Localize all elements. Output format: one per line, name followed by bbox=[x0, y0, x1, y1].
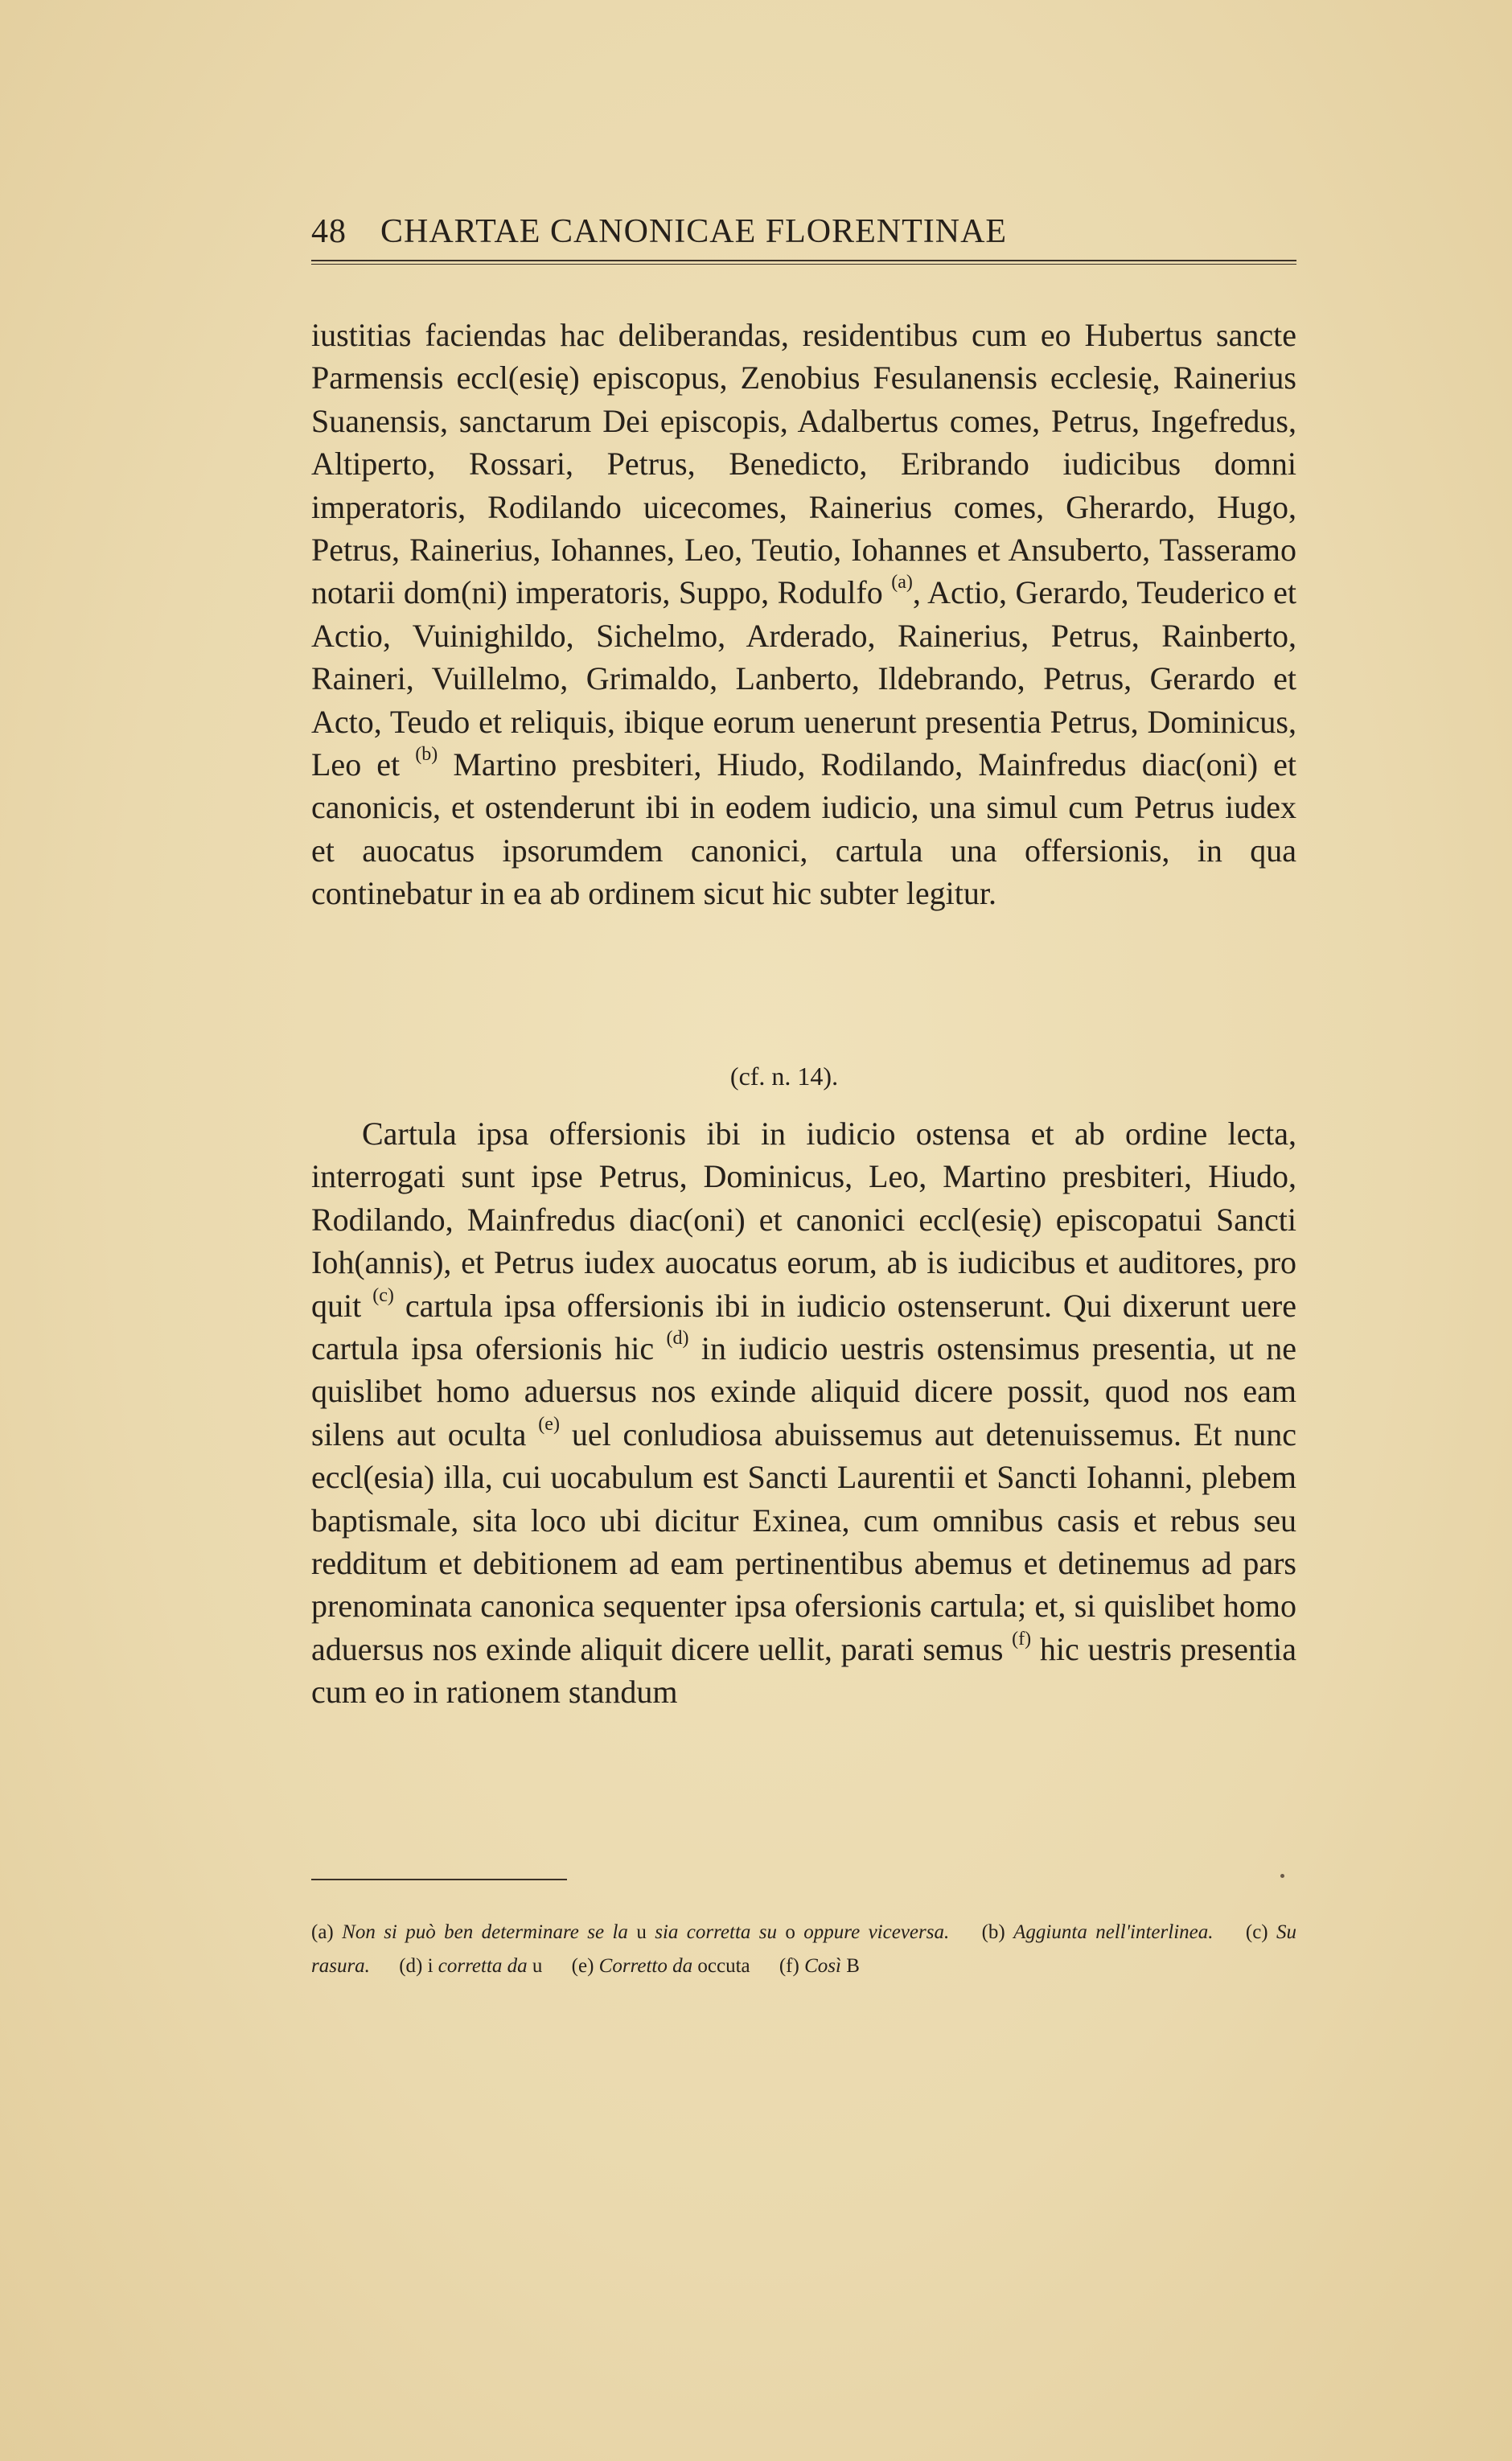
text-run: in iudicio uestris ostensimus presentia, ut ne quislibet homo aduersus nos exinde aliquid dicere possit, quod nos eam silens aut oculta bbox=[311, 1330, 1296, 1452]
footnote: (f) Così B bbox=[779, 1955, 860, 1977]
footnote-marker: (e) bbox=[538, 1413, 560, 1435]
citation: (cf. n. 14). bbox=[729, 1062, 839, 1091]
page-mark bbox=[1280, 1874, 1284, 1878]
footnote-marker: (d) bbox=[666, 1327, 689, 1349]
header-rule bbox=[311, 260, 1296, 261]
text-run: hic uestris presentia cum eo in rationem standum bbox=[311, 1630, 1297, 1711]
text-run: Cartula ipsa offersionis ibi in iudicio ostensa et ab ordine lecta, interrogati sunt ipse Petrus, Dominicus, Leo, Martino presbiteri, Hiudo, Rodilando, Mainfredus diac(oni) et canonici eccl(esię) episcopatui Sancti Ioh(annis), et Petrus iudex auocatus eorum, ab is iudicibus et auditores, pro quit bbox=[311, 1115, 1296, 1324]
running-title: CHARTAE CANONICAE FLORENTINAE bbox=[380, 213, 1008, 250]
footnote: (c) Su rasura. bbox=[311, 1921, 1297, 1977]
header-rule-thin bbox=[311, 264, 1296, 265]
footnote: (e) Corretto da occuta bbox=[571, 1955, 750, 1977]
page-number: 48 bbox=[311, 213, 347, 250]
footnote: (b) Aggiunta nell'interlinea. bbox=[981, 1921, 1214, 1943]
text-run: iustitias faciendas hac deliberandas, residentibus cum eo Hubertus sancte Parmensis eccl(esię) episcopus, Zenobius Fesulanensis ecclesię, Rainerius Suanensis, sanctarum Dei episcopis, Adalbertus comes, Petrus, Ingefredus, Altiperto, Rossari, Petrus, Benedicto, Eribrando iudicibus domni imperatoris, Rodilando uicecomes, Rainerius comes, Gherardo, Hugo, Petrus, Rainerius, Iohannes, Leo, Teutio, Iohannes et Ansuberto, Tasseramo notarii dom(ni) imperatoris, Suppo, Rodulfo bbox=[311, 317, 1296, 611]
running-header bbox=[311, 207, 1296, 256]
footnote-marker: (f) bbox=[1012, 1628, 1032, 1650]
footnote-marker: (b) bbox=[415, 743, 438, 765]
footnotes bbox=[311, 1916, 1296, 1983]
footnote-marker: (c) bbox=[372, 1284, 394, 1306]
text-run: uel conludiosa abuissemus aut detenuissemus. Et nunc eccl(esia) illa, cui uocabulum est Sancti Laurentii et Sancti Iohanni, plebem baptismale, sita loco ubi dicitur Exinea, cum omnibus casis et rebus seu redditum et debitionem ad eam pertinentibus abemus et detinemus ad pars prenominata canonica sequenter ipsa ofersionis cartula; et, si quislibet homo aduersus nos exinde aliquit dicere uellit, parati semus bbox=[311, 1415, 1297, 1667]
footnote: (d) i corretta da u bbox=[399, 1955, 543, 1977]
body-paragraph-2 bbox=[311, 1112, 1296, 1714]
text-run: cartula ipsa offersionis ibi in iudicio ostenserunt. Qui dixerunt uere cartula ipsa ofersionis hic bbox=[311, 1287, 1297, 1367]
footnote-rule bbox=[311, 1879, 567, 1880]
text-run: Martino presbiteri, Hiudo, Rodilando, Mainfredus diac(oni) et canonicis, et ostenderunt ibi in eodem iudicio, una simul cum Petrus iudex et auocatus ipsorumdem canonici, cartula una offersionis, in qua continebatur in ea ab ordinem sicut hic subter legitur. bbox=[311, 746, 1297, 912]
body-paragraph-1 bbox=[311, 314, 1296, 915]
footnote: (a) Non si può ben determinare se la u sia corretta su o oppure viceversa. bbox=[311, 1921, 950, 1943]
footnote-marker: (a) bbox=[891, 572, 913, 594]
text-run: , Actio, Gerardo, Teuderico et Actio, Vuinighildo, Sichelmo, Arderado, Rainerius, Petrus, Rainberto, Raineri, Vuillelmo, Grimaldo, Lanberto, Ildebrando, Petrus, Gerardo et Acto, Teudo et reliquis, ibique eorum uenerunt presentia Petrus, Dominicus, Leo et bbox=[311, 574, 1296, 783]
